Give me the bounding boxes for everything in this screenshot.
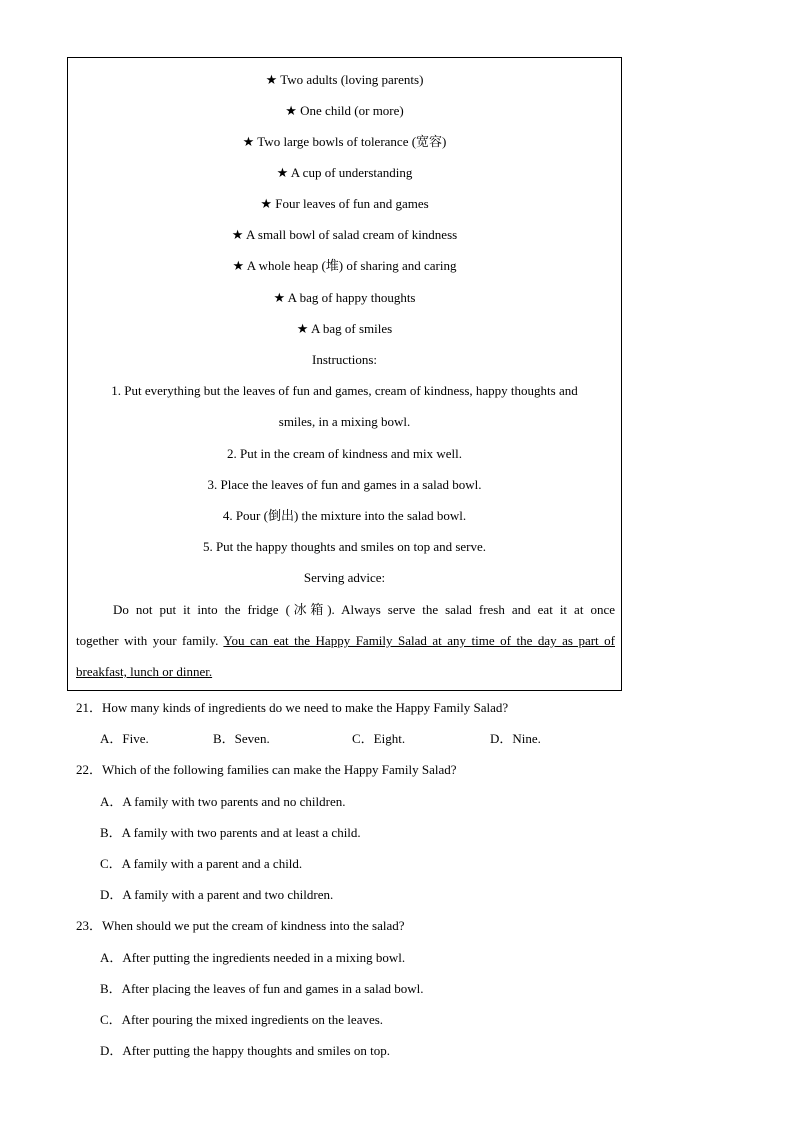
question-21-stem: 21．How many kinds of ingredients do we need to make the Happy Family Salad? [76,700,509,715]
serving-advice [76,600,615,700]
question-23-stem: 23．When should we put the cream of kindness into the salad? [76,918,405,933]
ingredient-item: ★ One child (or more) [285,103,404,118]
instruction-step-4: 4. Pour (倒出) the mixture into the salad bowl. [222,508,467,523]
serving-title: Serving advice: [303,570,386,585]
ingredient-item: ★ A whole heap (堆) of sharing and caring [232,258,457,273]
question-22-option-a[interactable]: A．A family with two parents and no children. [100,794,346,809]
serving-line-2-plain: together with your family. [76,633,224,648]
ingredient-item: ★ Two adults (loving parents) [265,72,424,87]
question-23-option-b[interactable]: B．After placing the leaves of fun and games in a salad bowl. [100,981,424,996]
question-22-stem: 22．Which of the following families can make the Happy Family Salad? [76,762,457,777]
ingredient-item: ★ A bag of happy thoughts [273,290,416,305]
serving-line-2-underlined: You can eat the Happy Family Salad at any time of the day as part of [223,633,615,648]
instruction-step-1-line-2: smiles, in a mixing bowl. [278,414,411,429]
ingredient-item: ★ Two large bowls of tolerance (宽容) [242,134,447,149]
question-23-option-d[interactable]: D．After putting the happy thoughts and smiles on top. [100,1043,390,1058]
ingredient-item: ★ Four leaves of fun and games [260,196,429,211]
question-21-option-d[interactable]: D．Nine. [490,731,541,746]
serving-line-3-underlined: breakfast, lunch or dinner. [76,664,213,679]
ingredient-item: ★ A small bowl of salad cream of kindness [231,227,458,242]
question-21-option-b[interactable]: B．Seven. [213,731,270,746]
question-23-option-c[interactable]: C．After pouring the mixed ingredients on the leaves. [100,1012,384,1027]
serving-line-1: Do not put it into the fridge (冰箱). Always serve the salad fresh and eat it at once [113,602,615,617]
instruction-step-3: 3. Place the leaves of fun and games in a salad bowl. [207,477,482,492]
question-22-option-d[interactable]: D．A family with a parent and two children. [100,887,334,902]
question-23-option-a[interactable]: A．After putting the ingredients needed in a mixing bowl. [100,950,406,965]
instruction-step-2: 2. Put in the cream of kindness and mix well. [226,446,463,461]
ingredient-item: ★ A bag of smiles [296,321,393,336]
recipe-box [67,57,622,691]
serving-line-2 [76,631,615,651]
question-21-option-c[interactable]: C．Eight. [352,731,406,746]
serving-line-3 [76,662,615,682]
ingredient-item: ★ A cup of understanding [276,165,413,180]
question-21-option-a[interactable]: A．Five. [100,731,149,746]
instructions-title: Instructions: [312,352,377,367]
instruction-step-1-line-1: 1. Put everything but the leaves of fun and games, cream of kindness, happy thoughts and [111,383,578,398]
instruction-step-5: 5. Put the happy thoughts and smiles on top and serve. [202,539,487,554]
question-22-option-c[interactable]: C．A family with a parent and a child. [100,856,303,871]
question-22-option-b[interactable]: B．A family with two parents and at least a child. [100,825,361,840]
